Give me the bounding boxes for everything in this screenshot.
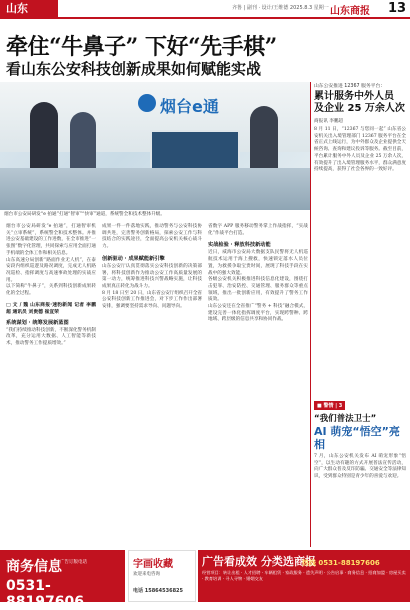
ad-business-info bbox=[0, 550, 125, 610]
photo-caption: 烟台市公安局研发“e 拍通”打通“智审”“快审”通道，系统警全和技术整体升级。 bbox=[4, 212, 165, 217]
paragraph: 山东公安还在全省推广“警务 + 科技”融合模式，建设完善一体化指挥调度平台，实现跨警种、跨地域、跨层级的信息共享和协同作战。 bbox=[208, 304, 308, 323]
ad-title: 广告看成效 分类选商报 bbox=[202, 555, 316, 568]
main-photo bbox=[0, 82, 310, 210]
ad-title: 字画收藏 bbox=[133, 559, 173, 570]
article-column-1 bbox=[6, 224, 96, 348]
article-column-2 bbox=[102, 224, 202, 311]
side2-body: 7 月，山东公安机关发布 AI 萌宠形象“悟空”，以生动有趣的方式开展普法宣传活动，向广大群众普及反诈防骗、交通安全等法律知识，受到群众特别是青少年的喜爱与欢迎。 bbox=[314, 454, 406, 480]
sidebar-story-1 bbox=[314, 82, 406, 174]
ad-hotline: 热线 0531-88197606 bbox=[302, 559, 380, 567]
person-figure bbox=[70, 112, 96, 172]
side-headline: 累计服务中外人员 bbox=[314, 91, 394, 102]
paragraph: 8 月 18 日至 20 日，山东省公安厅组织召开全省公安科技创新工作推进会，对下步工作作出部署安排，强调要坚持需求导向、问题导向。 bbox=[102, 290, 203, 310]
section-subhead: 系统谋划 · 统筹发展新蓝图 bbox=[6, 319, 69, 326]
side2-headline: “我们普法卫士” bbox=[314, 414, 377, 424]
ad-subtitle: 经营项目：转让出租 · 人才招聘 · 车辆租赁 · 家政服务 · 遗失声明 · 公告启事 · 商务信息 · 招商加盟 · 房屋买卖 · 教育培训 · 寻人寻物 · 婚姻交友 bbox=[202, 570, 406, 581]
ad-subtitle: 广告订版电话 bbox=[60, 560, 87, 565]
page-number: 13 bbox=[388, 1, 407, 16]
paper-brand: 山东商报 bbox=[330, 6, 370, 17]
main-subheadline: 看山东公安科技创新成果如何赋能实战 bbox=[6, 60, 262, 78]
header-meta: 齐鲁 | 副刊 · 设计/王维德 2025.8.3 星期一 bbox=[232, 5, 329, 11]
side-label: ■ 警情 | 3 bbox=[314, 401, 345, 410]
paragraph: 各级公安机关积极推进科技信息化建设，围绕打击犯罪、治安防控、交通管理、服务群众等重点领域，推出一批创新应用，有效提升了警务工作质效。 bbox=[208, 277, 308, 303]
page-header bbox=[0, 0, 410, 17]
person-figure bbox=[250, 106, 278, 174]
side-byline: 商报讯 李鹏超 bbox=[314, 119, 344, 124]
side2-headline-2: AI 萌宠“悟空”亮相 bbox=[314, 425, 400, 451]
service-desk bbox=[0, 168, 310, 210]
paragraph: 山东高速分局创新“路面作业无人机”，在泰安段内组织巡逻及路况调度，完成无人机路况巡检、指挥调度与高速事故处理的实战应用。 bbox=[6, 257, 96, 283]
paragraph: 近日，威海市公安局大数据支队民警将无人机巡航技术运用于海上搜救，快速锁定落水人员位置，为救援争取宝贵时间，展现了科技手段在实战中的强大效能。 bbox=[208, 250, 308, 276]
paragraph: 省数字 APP 服务移动警务掌上作战指挥，“实战化”作战平台打造。 bbox=[208, 224, 308, 236]
paragraph: 成果一件一件落地实践，推动警务与公安科技协调共进，完善警务创新格局，探索公安工作与科技结合的实践途径，全面提高公安机关核心战斗力。 bbox=[102, 224, 202, 250]
column-divider bbox=[310, 82, 311, 547]
side-body: 8 月 11 日，“12367 与您同一起” 山东省公安机关出入境管理部门 12367 服务平台在全省正式上线运行，为中外群众及企业提供全天候咨询、查询和建议投诉等服务。截至目前，平台累计服务中外人员及企业 25 万余人次，有效提升了出入境管理服务水平，群众满意度持续提高，获得了社会各界的一致好评。 bbox=[314, 127, 406, 173]
article-byline: □ 文 / 魏 山东商报·速豹新闻 记者 李鹏超 通讯员 刘贵德 崔宣荣 bbox=[6, 302, 96, 315]
header-rule bbox=[0, 17, 410, 19]
paragraph: “我们持续推动科技创新，不断深化警务机制改革，充分运用大数据、人工智能等新技术，推动警务工作提质增效。” bbox=[6, 327, 96, 347]
screen-display bbox=[150, 130, 240, 170]
ad-phone: 电话 15864536825 bbox=[133, 588, 184, 594]
ad-classifieds bbox=[198, 550, 410, 602]
sidebar-story-2 bbox=[314, 392, 406, 481]
photo-sign: 烟台e通 bbox=[160, 97, 219, 116]
section-subhead: 创新驱动 · 成果赋能新引擎 bbox=[102, 255, 165, 262]
police-logo-icon bbox=[138, 94, 156, 112]
section-tag: 山东 bbox=[0, 0, 58, 17]
person-figure bbox=[30, 102, 58, 172]
ad-subtitle: 欢迎来电咨询 bbox=[133, 572, 160, 577]
paragraph: 以下简称“牛鼻子”，关系到科技创新成果转化的全过程。 bbox=[6, 284, 96, 297]
ad-calligraphy bbox=[128, 550, 196, 602]
paragraph: 山东公安厅认真贯彻落实公安科技创新的决策部署，将科技创新作为推动公安工作高质量发展的第一动力，统筹推进科技兴警战略实施，让科技成果真正转化为战斗力。 bbox=[102, 263, 202, 289]
section-subhead: 实战检验 · 释放科技新动能 bbox=[208, 242, 271, 249]
paragraph: 烟台市公安局研发“e 拍通”，打通智审机关“立审系统”，系统警全和技术整体。并推进公安基础建设的工作进数，在全市推进“一张图”数字化管理，共同探索与应用全面打通手机端的全体工作和相关信息。 bbox=[6, 224, 96, 256]
side-kicker: 山东公安推进 12367 服务平台： bbox=[314, 84, 386, 89]
side-headline-2: 及企业 25 万余人次 bbox=[314, 103, 405, 114]
ad-title: 商务信息 bbox=[6, 559, 62, 575]
article-column-3 bbox=[208, 224, 308, 324]
main-headline: 牵住“牛鼻子” 下好“先手棋” bbox=[6, 34, 277, 60]
ad-phone: 0531-88197606 bbox=[6, 578, 84, 610]
